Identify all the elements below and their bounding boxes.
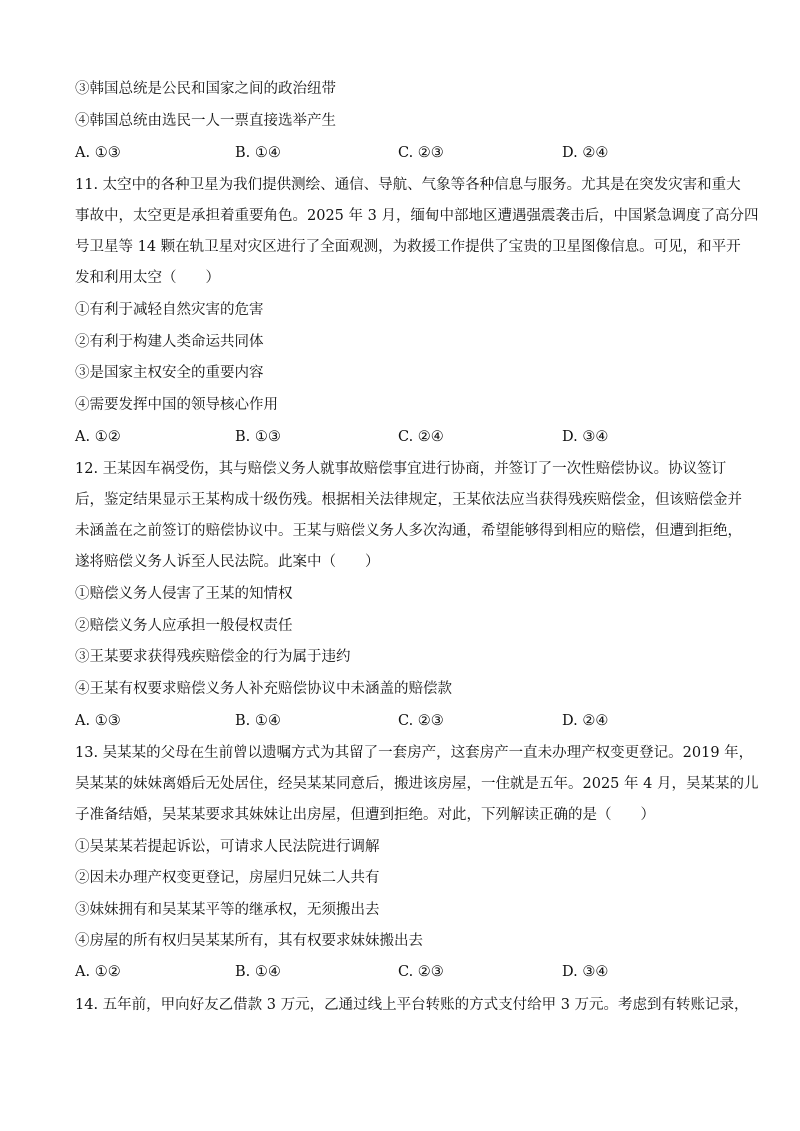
q13-option-d: D. ③④	[562, 964, 609, 980]
q10-item-3: ③韩国总统是公民和国家之间的政治纽带	[75, 81, 336, 97]
q12-option-d: D. ②④	[562, 713, 609, 729]
q13-stem-line: 吴某某的妹妹离婚后无处居住，经吴某某同意后，搬进该房屋，一住就是五年。2025 年 4 月，吴某某的儿	[75, 776, 759, 792]
q12-item-3: ③王某要求获得残疾赔偿金的行为属于违约	[75, 649, 351, 665]
q12-option-a: A. ①③	[75, 713, 121, 729]
q14-stem-line: 14. 五年前，甲向好友乙借款 3 万元，乙通过线上平台转账的方式支付给甲 3 万元。考虑到有转账记录，	[75, 997, 749, 1013]
q11-option-b: B. ①③	[235, 429, 281, 445]
q13-stem-line: 13. 吴某某的父母在生前曾以遗嘱方式为其留了一套房产，这套房产一直未办理产权变更登记。2019 年，	[75, 745, 754, 761]
q13-item-4: ④房屋的所有权归吴某某所有，其有权要求妹妹搬出去	[75, 933, 423, 949]
q13-item-1: ①吴某某若提起诉讼，可请求人民法院进行调解	[75, 839, 380, 855]
q11-option-d: D. ③④	[562, 429, 609, 445]
q12-item-1: ①赔偿义务人侵害了王某的知情权	[75, 586, 293, 602]
q11-stem-line: 事故中，太空更是承担着重要角色。2025 年 3 月，缅甸中部地区遭遇强震袭击后，中国紧急调度了高分四	[75, 208, 759, 224]
q13-option-b: B. ①④	[235, 964, 281, 980]
q10-option-c: C. ②③	[398, 145, 444, 161]
q11-option-c: C. ②④	[398, 429, 444, 445]
q12-stem-line: 遂将赔偿义务人诉至人民法院。此案中（ ）	[75, 554, 380, 570]
q10-item-4: ④韩国总统由选民一人一票直接选举产生	[75, 113, 336, 129]
q10-option-d: D. ②④	[562, 145, 609, 161]
q12-item-2: ②赔偿义务人应承担一般侵权责任	[75, 618, 293, 634]
q10-option-b: B. ①④	[235, 145, 281, 161]
q11-option-a: A. ①②	[75, 429, 121, 445]
q11-item-3: ③是国家主权安全的重要内容	[75, 365, 264, 381]
q11-item-2: ②有利于构建人类命运共同体	[75, 334, 264, 350]
q12-stem-line: 未涵盖在之前签订的赔偿协议中。王某与赔偿义务人多次沟通，希望能够得到相应的赔偿，但遭到拒绝，	[75, 523, 742, 539]
q13-stem-line: 子准备结婚，吴某某要求其妹妹让出房屋，但遭到拒绝。对此，下列解读正确的是（ ）	[75, 807, 655, 823]
q13-option-c: C. ②③	[398, 964, 444, 980]
q12-stem-line: 后，鉴定结果显示王某构成十级伤残。根据相关法律规定，王某依法应当获得残疾赔偿金，但该赔偿金并	[75, 492, 742, 508]
q13-item-2: ②因未办理产权变更登记，房屋归兄妹二人共有	[75, 870, 380, 886]
q11-stem-line: 发和利用太空（ ）	[75, 270, 220, 286]
q13-option-a: A. ①②	[75, 964, 121, 980]
q12-stem-line: 12. 王某因车祸受伤，其与赔偿义务人就事故赔偿事宜进行协商，并签订了一次性赔偿协议。协议签订	[75, 461, 727, 477]
q11-stem-line: 11. 太空中的各种卫星为我们提供测绘、通信、导航、气象等各种信息与服务。尤其是在突发灾害和重大	[75, 177, 741, 193]
q11-stem-line: 号卫星等 14 颗在轨卫星对灾区进行了全面观测，为救援工作提供了宝贵的卫星图像信息。可见，和平开	[75, 239, 741, 255]
q12-option-c: C. ②③	[398, 713, 444, 729]
q10-option-a: A. ①③	[75, 145, 121, 161]
q12-item-4: ④王某有权要求赔偿义务人补充赔偿协议中未涵盖的赔偿款	[75, 681, 452, 697]
q11-item-4: ④需要发挥中国的领导核心作用	[75, 397, 278, 413]
q13-item-3: ③妹妹拥有和吴某某平等的继承权，无须搬出去	[75, 902, 380, 918]
q11-item-1: ①有利于减轻自然灾害的危害	[75, 302, 264, 318]
q12-option-b: B. ①④	[235, 713, 281, 729]
